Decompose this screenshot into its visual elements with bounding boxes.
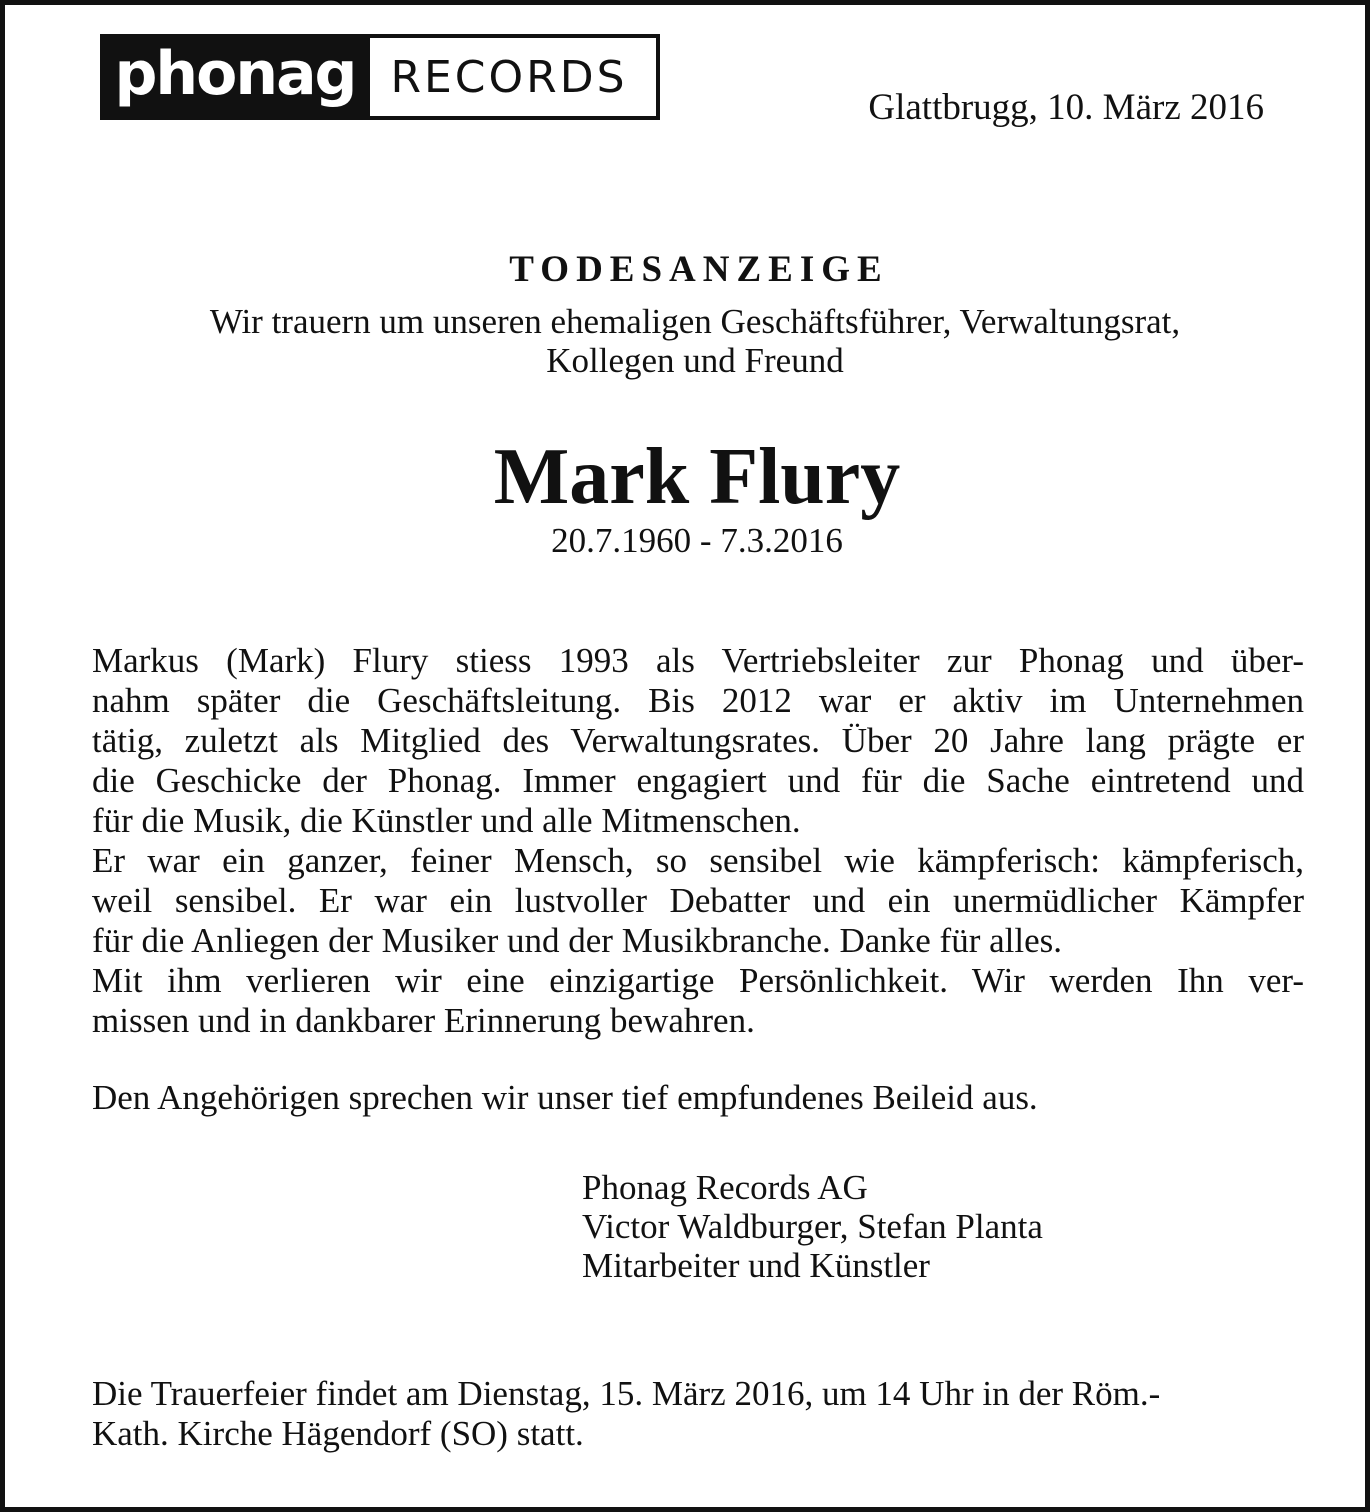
funeral-line: Kath. Kirche Hägendorf (SO) statt. (92, 1414, 584, 1453)
phonag-records-logo (100, 34, 660, 120)
body-line: für die Musik, die Künstler und alle Mitmenschen. (92, 801, 801, 840)
intro-text (0, 302, 1370, 380)
signature-block (582, 1168, 1043, 1285)
intro-line: Wir trauern um unseren ehemaligen Geschäftsführer, Verwaltungsrat, (209, 302, 1181, 341)
obituary-body (92, 641, 1304, 1041)
life-dates: 20.7.1960 - 7.3.2016 (551, 521, 843, 560)
body-line: tätig, zuletzt als Mitglied des Verwaltungsrates. Über 20 Jahre lang prägte er (92, 721, 1304, 760)
body-line: Mit ihm verlieren wir eine einzigartige Persönlichkeit. Wir werden Ihn ver- (92, 961, 1304, 1000)
deceased-name: Mark Flury (493, 433, 901, 521)
signature-line: Mitarbeiter und Künstler (582, 1246, 930, 1285)
funeral-info (92, 1374, 1292, 1454)
funeral-line: Die Trauerfeier findet am Dienstag, 15. März 2016, um 14 Uhr in der Röm.- (92, 1374, 1161, 1413)
logo-brand: phonag (100, 34, 370, 120)
body-line: nahm später die Geschäftsleitung. Bis 2012 war er aktiv im Unternehmen (92, 681, 1304, 720)
logo-word: RECORDS (370, 34, 660, 120)
body-line: die Geschicke der Phonag. Immer engagiert und für die Sache eintretend und (92, 761, 1304, 800)
headline: TODESANZEIGE (509, 249, 889, 290)
body-line: Markus (Mark) Flury stiess 1993 als Vertriebsleiter zur Phonag und über- (92, 641, 1304, 680)
condolence-text: Den Angehörigen sprechen wir unser tief empfundenes Beileid aus. (92, 1078, 1038, 1117)
body-line: für die Anliegen der Musiker und der Musikbranche. Danke für alles. (92, 921, 1062, 960)
signature-line: Victor Waldburger, Stefan Planta (582, 1207, 1043, 1246)
intro-line: Kollegen und Freund (546, 341, 844, 380)
body-line: weil sensibel. Er war ein lustvoller Debatter und ein unermüdlicher Kämpfer (92, 881, 1304, 920)
place-date: Glattbrugg, 10. März 2016 (868, 87, 1264, 128)
body-line: Er war ein ganzer, feiner Mensch, so sensibel wie kämpferisch: kämpferisch, (92, 841, 1304, 880)
body-line: missen und in dankbarer Erinnerung bewahren. (92, 1001, 755, 1040)
signature-line: Phonag Records AG (582, 1168, 868, 1207)
